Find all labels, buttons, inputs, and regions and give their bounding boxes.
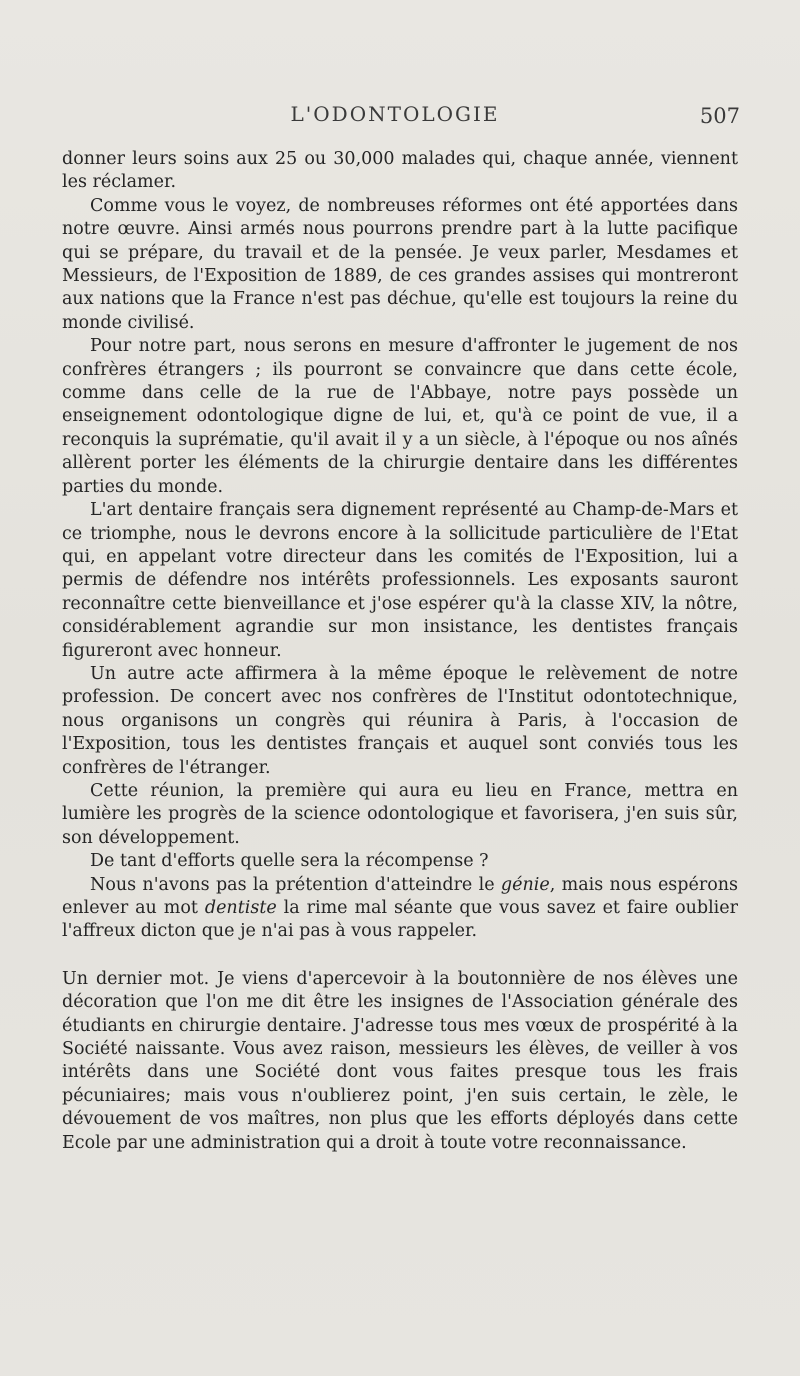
paragraph-reward: De tant d'efforts quelle sera la récompense ? (90, 851, 489, 872)
italic-dentiste: dentiste (204, 898, 277, 918)
paragraph-genie-part-1: Nous n'avons pas la prétention d'atteindre le (90, 874, 501, 895)
paragraph-judgement: Pour notre part, nous serons en mesure d'affronter le jugement de nos confrères étrangers ; ils pourront se convaincre que dans cette école, comme dans celle de la rue de l'Abbaye, notre pays possède un enseignement odontologique digne de lui, et, qu'à ce point de vue, il a reconquis la suprématie, qu'il avait il y a un siècle, à l'époque ou nos aînés allèrent porter les éléments de la chirurgie dentaire dans les différentes parties du monde. (62, 336, 738, 497)
paragraph-congress: Un autre acte affirmera à la même époque le relèvement de notre profession. De concert avec nos confrères de l'Institut odontotechnique, nous organisons un congrès qui réunira à Paris, à l'occasion de l'Exposition, tous les dentistes français et auquel sont conviés tous les confrères de l'étranger. (62, 663, 738, 778)
paragraph-genie-part-3: la rime mal séante que vous savez et faire oublier l'affreux dicton que je n'ai pas à vous rappeler. (62, 898, 738, 942)
paragraph-last-word: Un dernier mot. Je viens d'apercevoir à la boutonnière de nos élèves une décoration que l'on me dit être les insignes de l'Association générale des étudiants en chirurgie dentaire. J'adresse tous mes vœux de prospérité à la Société naissante. Vous avez raison, messieurs les élèves, de veiller à vos intérêts dans une Société dont vous faites presque tous les frais pécuniaires; mais vous n'oublierez point, j'en suis certain, le zèle, le dévouement de vos maîtres, non plus que les efforts déployés dans cette Ecole par une administration qui a droit à toute votre reconnaissance. (62, 968, 738, 1153)
paragraph-genie (62, 874, 738, 944)
paragraph-champ-de-mars: L'art dentaire français sera dignement représenté au Champ-de-Mars et ce triomphe, nous le devrons encore à la sollicitude particulière de l'Etat qui, en appelant votre directeur dans les comités de l'Exposition, lui a permis de défendre nos intérêts professionnels. Les exposants sauront reconnaître cette bienveillance et j'ose espérer qu'à la classe XIV, la nôtre, considérablement agrandie sur mon insistance, les dentistes français figureront avec honneur. (62, 500, 738, 661)
running-title: L'ODONTOLOGIE (290, 102, 500, 126)
italic-genie: génie (500, 874, 550, 895)
paragraph-genie-part-2: , mais nous espérons enlever au mot (62, 874, 738, 918)
paragraph-reforms: Comme vous le voyez, de nombreuses réformes ont été apportées dans notre œuvre. Ainsi armés nous pourrons prendre part à la lutte pacifique qui se prépare, du travail et de la pensée. Je veux parler, Mesdames et Messieurs, de l'Exposition de 1889, de ces grandes assises qui montreront aux nations que la France n'est pas déchue, qu'elle est toujours la reine du monde civilisé. (62, 195, 738, 333)
paragraph-reunion: Cette réunion, la première qui aura eu lieu en France, mettra en lumière les progrès de la science odontologique et favorisera, j'en suis sûr, son développement. (62, 780, 738, 848)
running-header (0, 100, 800, 140)
body-text (62, 148, 738, 1155)
page-number: 507 (699, 104, 740, 128)
paragraph-continuation: donner leurs soins aux 25 ou 30,000 malades qui, chaque année, viennent les réclamer. (62, 149, 738, 193)
paragraph-gap (62, 944, 738, 968)
